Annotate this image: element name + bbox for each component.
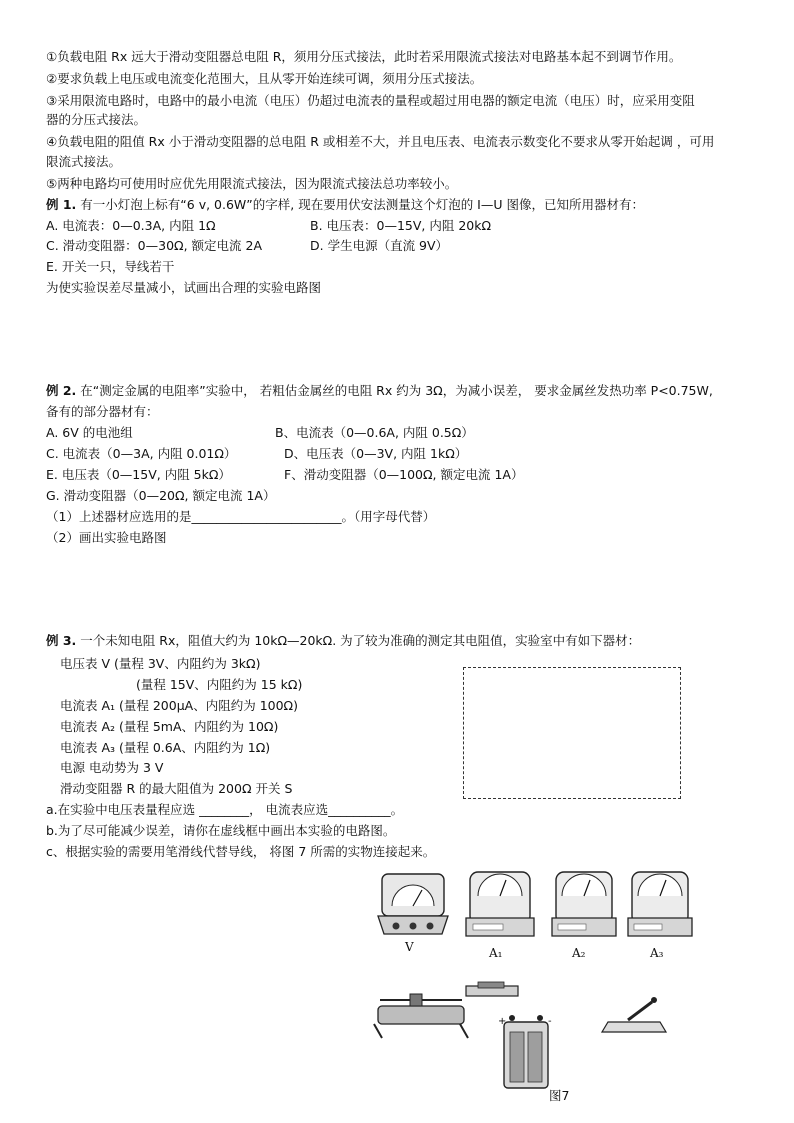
ex3-voltmeter-1: 电压表 V (量程 3V、内阻约为 3kΩ) [60,656,261,671]
rule-1: ①负载电阻 Rx 远大于滑动变阻器总电阻 R，须用分压式接法，此时若采用限流式接法对电路基本起不到调节作用。 [46,49,682,64]
ex3-source: 电源 电动势为 3 V [60,760,164,775]
voltmeter-illustration [378,874,448,934]
ex1-opt-e: E. 开关一只，导线若干 [46,259,175,274]
ex2-opt-f: F、滑动变阻器（0—100Ω, 额定电流 1A） [284,467,524,482]
ex1-label: 例 1. [46,197,77,212]
ex2-stem [46,383,713,399]
ex2-question-1: （1）上述器材应选用的是________________________。（用字母代替） [46,509,436,524]
ex2-text: 在“测定金属的电阻率”实验中， 若粗估金属丝的电阻 Rx 约为 3Ω，为减小误差， 要求金属丝发热功率 P<0.75W, [76,383,713,398]
circuit-drawing-box[interactable] [463,667,681,799]
ex1-opt-c: C. 滑动变阻器：0—30Ω, 额定电流 2A [46,238,263,253]
ex3-question-a: a.在实验中电压表量程应选 ________， 电流表应选__________。 [46,802,404,817]
ex3-ammeter-a3: 电流表 A₃ (量程 0.6A、内阻约为 1Ω) [60,740,271,755]
ex1-opt-b: B. 电压表：0—15V, 内阻 20kΩ [310,218,492,233]
unknown-resistor-illustration [466,982,518,996]
ammeter-a1-illustration [466,872,534,936]
ex2-opt-g: G. 滑动变阻器（0—20Ω, 额定电流 1A） [46,488,276,503]
rule-3: ③采用限流电路时，电路中的最小电流（电压）仍超过电流表的量程或超过用电器的额定电流（电压）时，应采用变阻 [46,93,695,108]
ex1-opt-a: A. 电流表：0—0.3A, 内阻 1Ω [46,218,216,233]
rule-4: ④负载电阻的阻值 Rx 小于滑动变阻器的总电阻 R 或相差不大，并且电压表、电流表示数变化不要求从零开始起调 ，可用 [46,134,715,149]
ammeter-a3-illustration [628,872,692,936]
ex2-label: 例 2. [46,383,77,398]
ex2-question-2: （2）画出实验电路图 [46,530,167,545]
ex2-opt-d: D、电压表（0—3V, 内阻 1kΩ） [284,446,468,461]
ex1-opt-d: D. 学生电源（直流 9V） [310,238,449,253]
ex2-opt-c: C. 电流表（0—3A, 内阻 0.01Ω） [46,446,237,461]
ex1-text: 有一小灯泡上标有“6 v, 0.6W”的字样, 现在要用伏安法测量这个灯泡的 I—U 图像，已知所用器材有： [76,197,644,212]
ex2-opt-a: A. 6V 的电池组 [46,425,133,440]
ex3-ammeter-a2: 电流表 A₂ (量程 5mA、内阻约为 10Ω) [60,719,279,734]
ex3-question-b: b.为了尽可能减少误差，请你在虚线框中画出本实验的电路图。 [46,823,396,838]
rheostat-illustration [374,994,468,1038]
rule-2: ②要求负载上电压或电流变化范围大，且从零开始连续可调，须用分压式接法。 [46,71,483,86]
ex2-opt-e: E. 电压表（0—15V, 内阻 5kΩ） [46,467,231,482]
rule-5: ⑤两种电路均可使用时应优先用限流式接法，因为限流式接法总功率较小。 [46,176,458,191]
ex3-voltmeter-2: (量程 15V、内阻约为 15 kΩ) [136,677,303,692]
ex1-question: 为使实验误差尽量减小，试画出合理的实验电路图 [46,280,322,295]
ex3-stem [46,633,640,649]
ex3-rheostat: 滑动变阻器 R 的最大阻值为 200Ω 开关 S [60,781,293,796]
figure-caption: 图7 [549,1088,570,1103]
ex3-text: 一个未知电阻 Rx，阻值大约为 10kΩ—20kΩ. 为了较为准确的测定其电阻值，实验室中有如下器材： [76,633,641,648]
switch-illustration [602,997,666,1032]
ex3-question-c: c、根据实验的需要用笔滑线代替导线， 将图 7 所需的实物连接起来。 [46,844,436,859]
svg-text:-: - [548,1016,552,1027]
label-v: V [405,940,414,954]
ex2-opt-b: B、电流表（0—0.6A, 内阻 0.5Ω） [275,425,474,440]
ex3-ammeter-a1: 电流表 A₁ (量程 200μA、内阻约为 100Ω) [60,698,298,713]
label-a1: A₁ [489,946,503,960]
rule-3-cont: 器的分压式接法。 [46,112,147,127]
rule-4-cont: 限流式接法。 [46,154,122,169]
figure-7-apparatus [370,862,700,1112]
ex3-label: 例 3. [46,633,77,648]
svg-text:+: + [498,1016,507,1027]
label-a2: A₂ [572,946,586,960]
ammeter-a2-illustration [552,872,616,936]
ex2-stem-cont: 备有的部分器材有： [46,404,159,419]
battery-illustration [498,1015,552,1088]
ex1-stem [46,197,644,213]
label-a3: A₃ [650,946,664,960]
